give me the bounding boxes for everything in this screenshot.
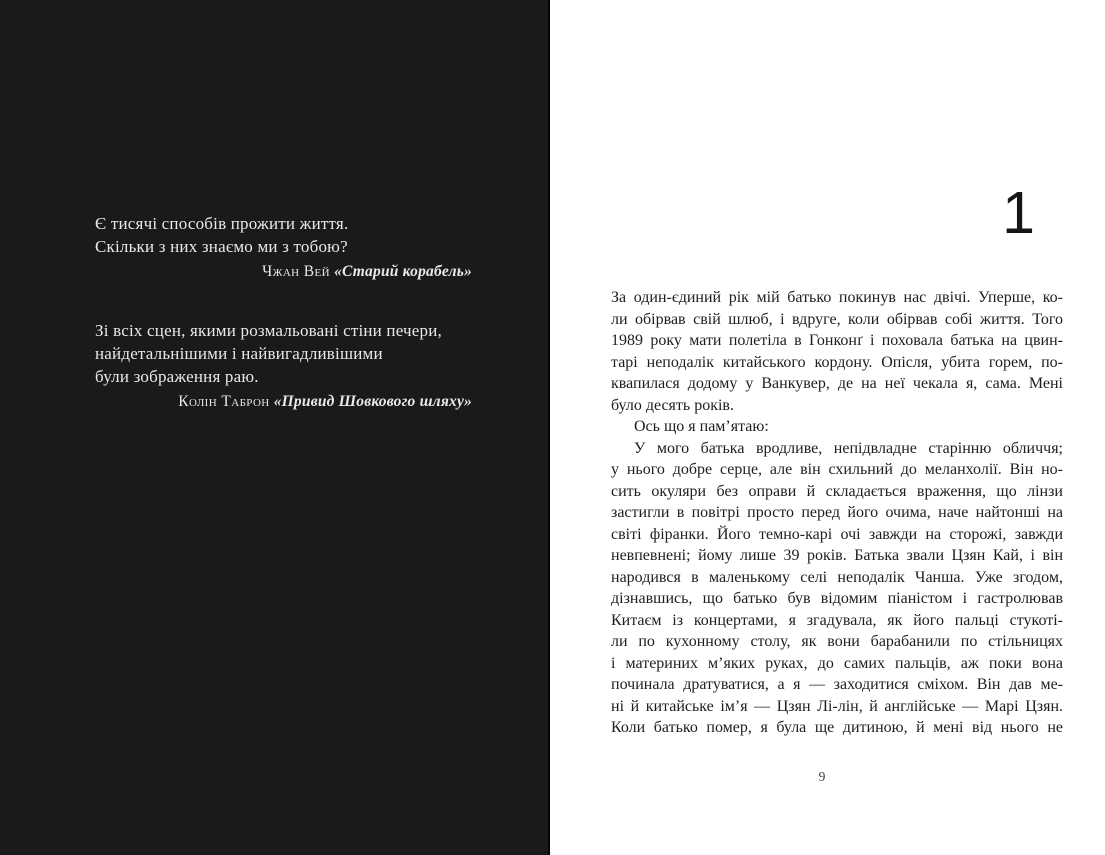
left-page bbox=[0, 0, 548, 855]
body-line: 1989 року мати полетіла в Гонконґ і поховала батька на цвин- bbox=[611, 332, 1063, 349]
epigraph-line: були зображення раю. bbox=[95, 367, 259, 386]
body-line: у нього добре серце, але він схильний до меланхолії. Він но- bbox=[611, 461, 1063, 478]
body-line: У мого батька вродливе, непідвладне старінню обличчя; bbox=[634, 439, 1063, 457]
body-line: ли по кухонному столу, як вони барабанили по стільницях bbox=[611, 633, 1063, 650]
body-line: сить окуляри без оправи й складається враження, що лінзи bbox=[611, 482, 1063, 500]
epigraph-attribution bbox=[95, 391, 472, 413]
body-line: було десять років. bbox=[611, 396, 734, 414]
body-line: Коли батько помер, я була ще дитиною, й мені від нього не bbox=[611, 719, 1063, 736]
chapter-body-text bbox=[611, 287, 1063, 739]
body-line: ні й китайське ім’я — Цзян Лі-лін, й англійське — Марі Цзян. bbox=[611, 697, 1063, 715]
body-line: невпевнені; йому лише 39 років. Батька звали Цзян Кай, і він bbox=[611, 547, 1063, 564]
epigraph-line: Є тисячі способів прожити життя. bbox=[95, 214, 349, 233]
body-line: і материних м’яких руках, до самих пальців, аж поки вона bbox=[611, 654, 1063, 672]
chapter-number: 1 bbox=[1002, 180, 1035, 246]
epigraph-author: Колін Таброн bbox=[178, 393, 270, 410]
body-line: світі фіранки. Його темно-карі очі завжди на сторожі, завжди bbox=[611, 525, 1063, 543]
epigraph-2 bbox=[95, 319, 472, 413]
body-line: дізнавшись, що батько був відомим піаністом і гастролював bbox=[611, 590, 1063, 607]
body-line: Китаєм із концертами, я згадувала, як його пальці стукоті- bbox=[611, 611, 1063, 629]
body-line: ли обірвав свій шлюб, і вдруге, коли обірвав собі життя. Того bbox=[611, 310, 1063, 328]
page-divider bbox=[548, 0, 550, 855]
body-line: За один-єдиний рік мій батько покинув нас двічі. Уперше, ко- bbox=[611, 289, 1063, 306]
epigraph-line: найдетальнішими і найвигадливішими bbox=[95, 344, 383, 363]
body-line: Ось що я пам’ятаю: bbox=[634, 418, 769, 435]
body-line: квапилася додому у Ванкувер, де на неї чекала я, сама. Мені bbox=[611, 375, 1063, 392]
body-line: починала дратуватися, а я — заходитися сміхом. Він дав ме- bbox=[611, 676, 1063, 693]
body-line: застигли в повітрі просто перед його очима, наче найтонші на bbox=[611, 504, 1063, 521]
body-line: народився в маленькому селі неподалік Чанша. Уже згодом, bbox=[611, 568, 1063, 586]
epigraph-1 bbox=[95, 212, 472, 283]
epigraph-author: Чжан Вей bbox=[262, 263, 330, 280]
epigraph-work-title: «Старий корабель» bbox=[334, 263, 472, 280]
epigraph-work-title: «Привид Шовкового шляху» bbox=[273, 393, 472, 410]
body-line: тарі неподалік китайського кордону. Опісля, убита горем, по- bbox=[611, 353, 1063, 371]
epigraph-line: Скільки з них знаємо ми з тобою? bbox=[95, 237, 348, 256]
epigraph-attribution bbox=[95, 261, 472, 283]
epigraph-line: Зі всіх сцен, якими розмальовані стіни печери, bbox=[95, 321, 442, 340]
page-number: 9 bbox=[818, 769, 826, 784]
